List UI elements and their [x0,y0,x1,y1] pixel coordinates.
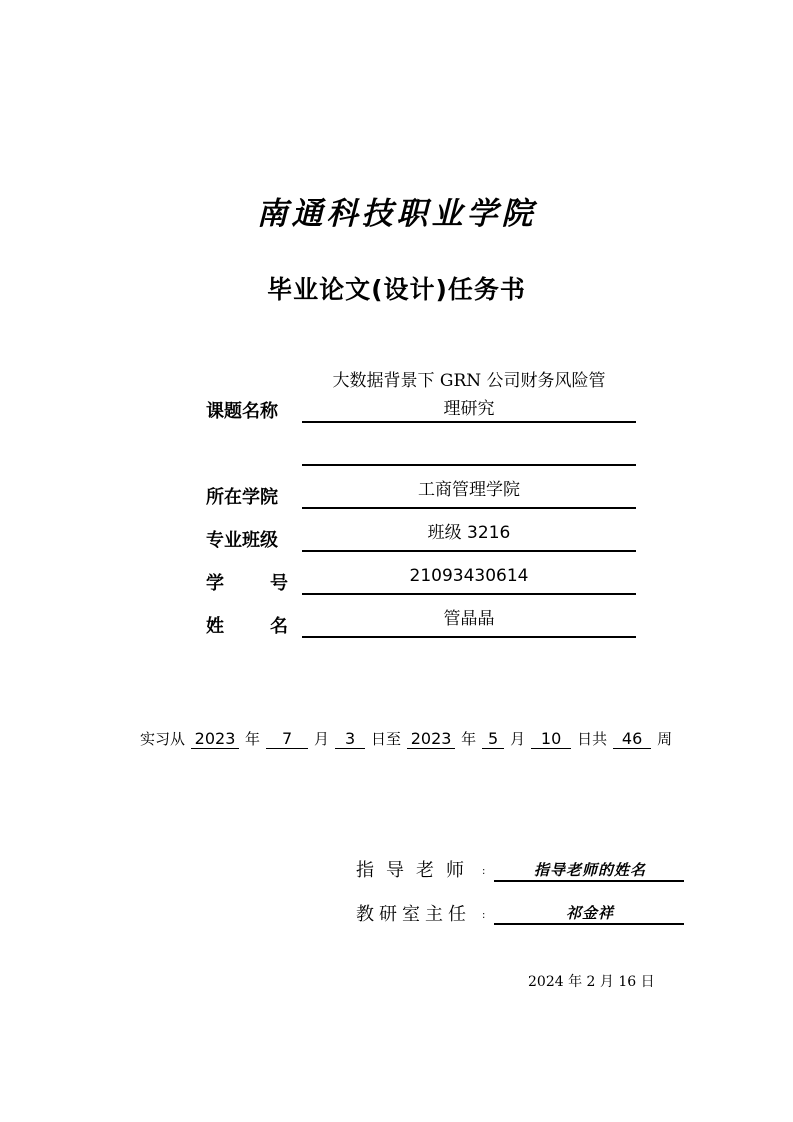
end-day: 10 [531,729,571,749]
name-label-char2: 名 [270,616,288,637]
month-label-2: 月 [510,730,526,748]
year-label-2: 年 [461,730,477,748]
weeks: 46 [613,729,651,749]
topic-underline [302,421,636,423]
student-id-label [206,569,288,595]
major-class-underline [302,550,636,552]
student-id-value: 21093430614 [409,566,529,586]
major-class-value: 班级 3216 [427,523,511,543]
topic-value-line1: 大数据背景下 GRN 公司财务风险管 [332,371,606,391]
end-year: 2023 [407,729,455,749]
advisor-underline [494,880,684,882]
director-value: 祁金祥 [565,904,614,922]
topic-value-line2: 理研究 [443,399,495,419]
student-id-label-char2: 号 [270,573,288,594]
document-date: 2024 年 2 月 16 日 [528,974,655,990]
student-id-underline [302,593,636,595]
internship-period [138,728,674,749]
total-label: 日共 [577,730,608,748]
student-id-label-char1: 学 [206,573,224,594]
school-name: 南通科技职业学院 [256,196,537,232]
start-month: 7 [266,729,308,749]
college-value: 工商管理学院 [418,480,520,500]
end-month: 5 [482,729,504,749]
start-year: 2023 [191,729,239,749]
advisor-value: 指导老师的姓名 [533,861,646,879]
advisor-colon: : [482,866,486,877]
start-day: 3 [335,729,365,749]
name-label-char1: 姓 [206,616,224,637]
year-label-1: 年 [245,730,261,748]
to-label: 日至 [371,730,402,748]
name-label [206,612,288,638]
topic-label: 课题名称 [206,401,278,422]
director-underline [494,923,684,925]
blank-underline [302,464,636,466]
director-label: 教研室主任 [356,904,471,925]
month-label-1: 月 [314,730,330,748]
document-title: 毕业论文(设计)任务书 [267,275,526,304]
name-underline [302,636,636,638]
week-label: 周 [657,730,673,748]
internship-prefix: 实习从 [140,730,186,748]
college-label: 所在学院 [206,487,278,508]
college-underline [302,507,636,509]
major-class-label: 专业班级 [206,530,278,551]
advisor-label: 指导老师 [356,860,476,881]
name-value: 管晶晶 [443,609,495,629]
director-colon: : [482,910,486,921]
